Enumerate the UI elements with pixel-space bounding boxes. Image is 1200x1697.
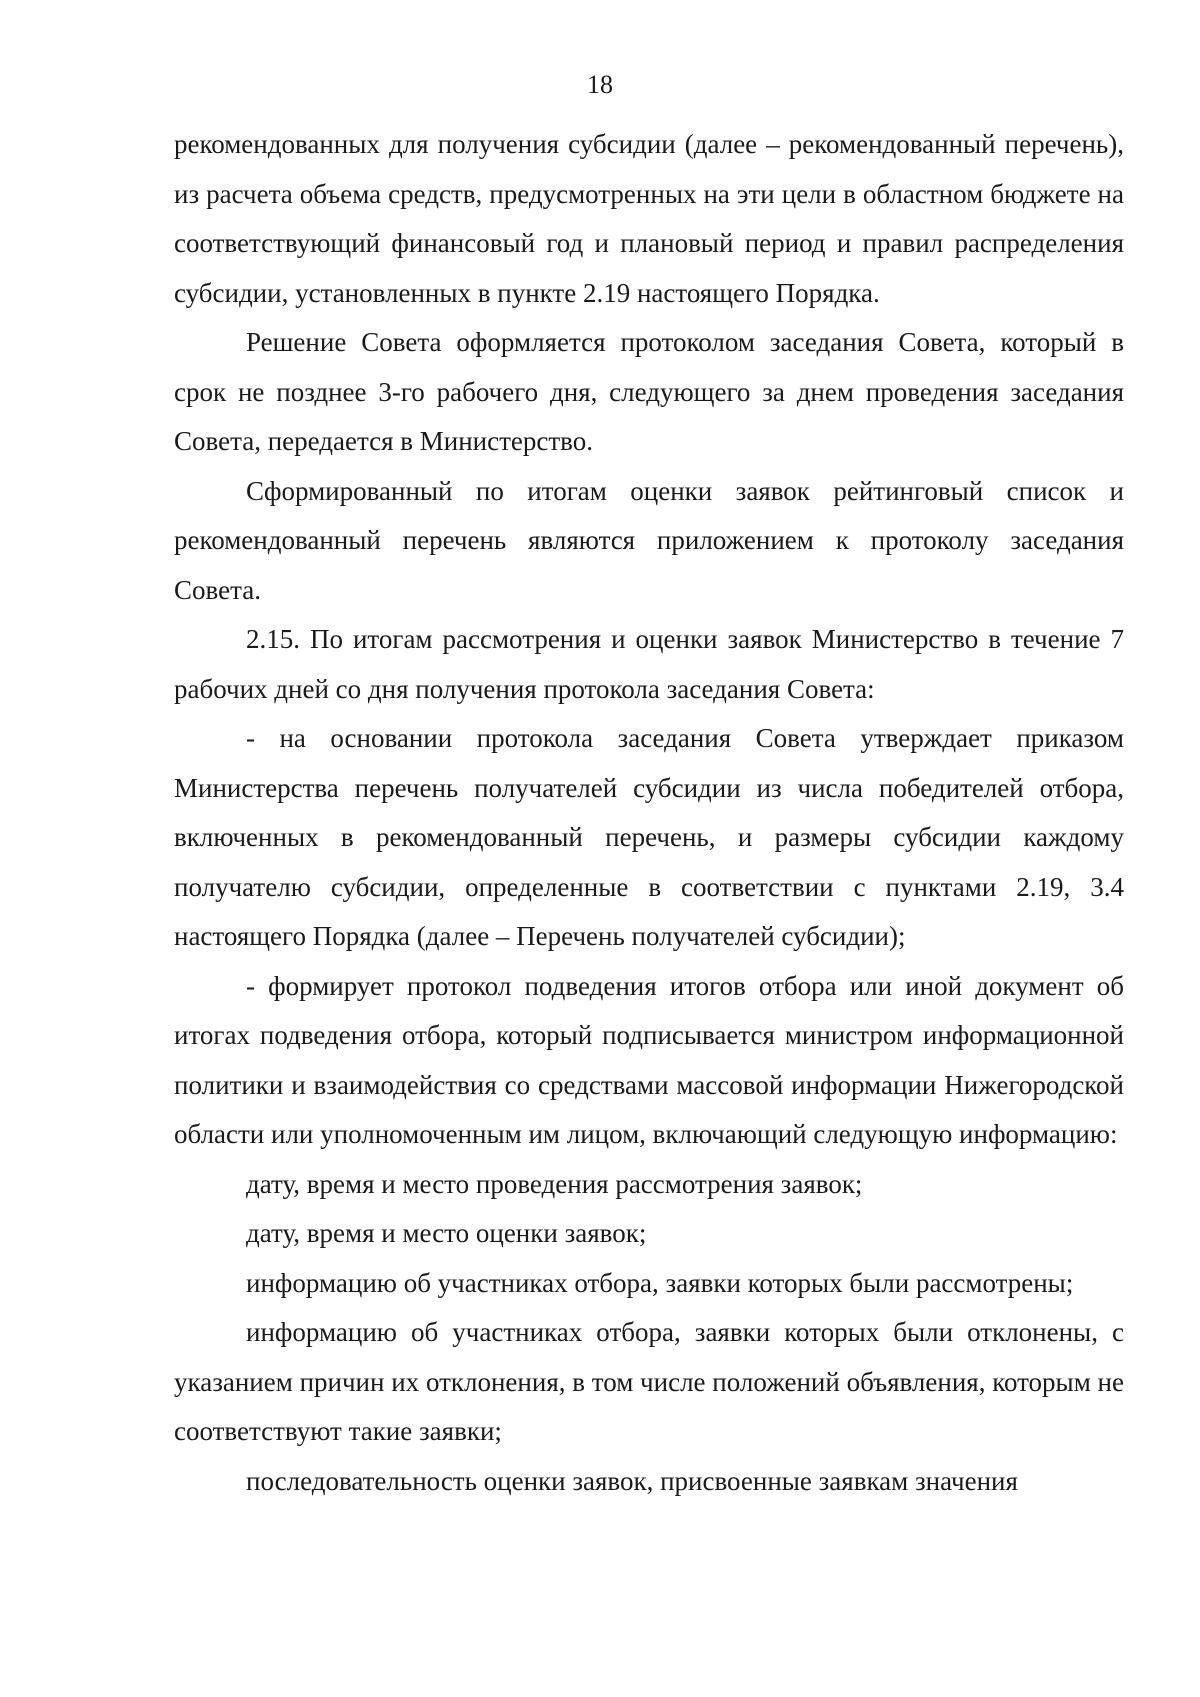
page-number: 18 [587, 70, 613, 99]
paragraph-section-2-15: 2.15. По итогам рассмотрения и оценки заявок Министерство в течение 7 рабочих дней со дня получения протокола заседания Совета: [174, 624, 1124, 704]
list-item-forms-protocol: - формирует протокол подведения итогов отбора или иной документ об итогах подведения отбора, который подписывается министром информационной политики и взаимодействия со средствами массовой информации Нижегородской области или уполномоченным им лицом, включающий следующую информацию: [174, 970, 1124, 1149]
info-item-rejected-participants: информацию об участниках отбора, заявки которых были отклонены, с указанием причин их отклонения, в том числе положений объявления, которым не соответствуют такие заявки; [174, 1317, 1124, 1446]
info-item-evaluation-sequence: последовательность оценки заявок, присвоенные заявкам значения [246, 1465, 1018, 1496]
document-body [174, 120, 1124, 1506]
list-item-approves-order: - на основании протокола заседания Совета утверждает приказом Министерства перечень получателей субсидии из числа победителей отбора, включенных в рекомендованный перечень, и размеры субсидии каждому получателю субсидии, определенные в соответствии с пунктами 2.19, 3.4 настоящего Порядка (далее – Перечень получателей субсидии); [174, 723, 1124, 951]
paragraph-continuation: рекомендованных для получения субсидии (далее – рекомендованный перечень), из расчета объема средств, предусмотренных на эти цели в областном бюджете на соответствующий финансовый год и плановый период и правил распределения субсидии, установленных в пункте 2.19 настоящего Порядка. [174, 129, 1124, 308]
paragraph-council-decision: Решение Совета оформляется протоколом заседания Совета, который в срок не позднее 3-го рабочего дня, следующего за днем проведения заседания Совета, передается в Министерство. [174, 327, 1124, 456]
info-item-reviewed-participants: информацию об участниках отбора, заявки которых были рассмотрены; [246, 1267, 1074, 1298]
info-item-review-date: дату, время и место проведения рассмотрения заявок; [246, 1168, 863, 1199]
info-item-evaluation-date: дату, время и место оценки заявок; [246, 1218, 647, 1248]
paragraph-rating-list: Сформированный по итогам оценки заявок рейтинговый список и рекомендованный перечень являются приложением к протоколу заседания Совета. [174, 475, 1124, 605]
